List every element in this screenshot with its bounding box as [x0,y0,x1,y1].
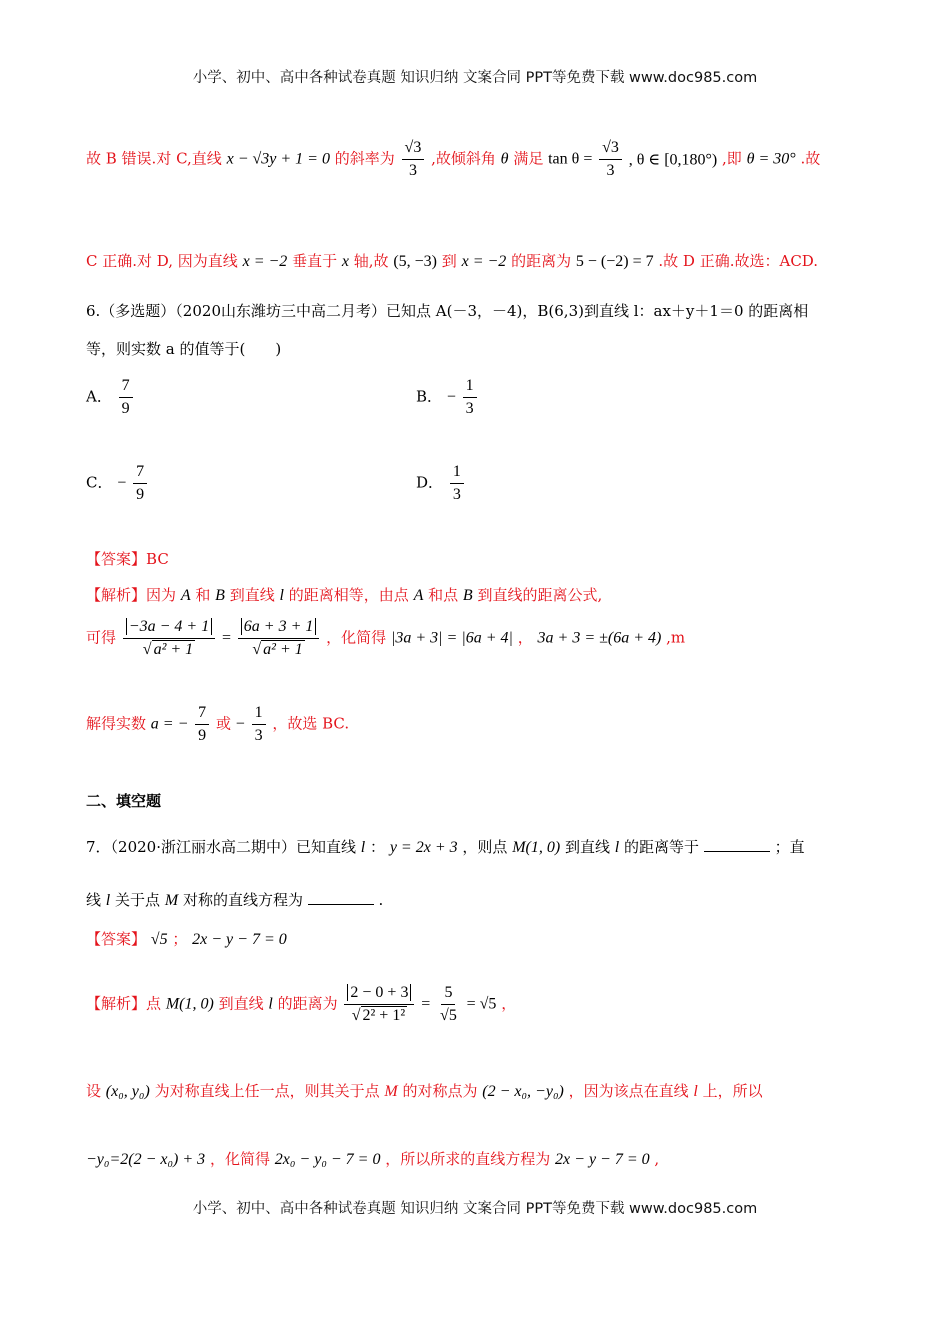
math-theta: θ [500,150,509,168]
math-point: (5, −3) [393,253,438,270]
q7-analysis-line-2 [86,1080,763,1101]
text: 满足 [513,149,544,168]
math-a-eq: a = − [150,715,189,733]
math-var: A [180,587,191,604]
math-result: θ = 30° [746,150,796,168]
text: 点 [146,994,162,1013]
answer-value: √5 [150,931,168,948]
option-d [416,462,466,505]
text: ： [370,838,386,856]
answer-value: BC [146,550,169,568]
math-tan: tan θ = [548,150,593,168]
text: 上，所以 [702,1082,763,1100]
math-result: = √5 [466,995,497,1013]
option-label: C． [86,473,113,492]
math-sign: − [235,715,245,733]
numerator: 5 [441,983,455,1005]
prev-solution-line-1 [86,138,820,181]
text: ，故选 BC. [272,714,350,733]
math-eq: x = −2 [461,253,507,270]
q7-analysis-line-3 [86,1148,659,1169]
text: 因为 [146,586,177,604]
text: ,即 [722,149,742,168]
math-var: l [360,839,366,856]
option-label: B． [416,387,443,406]
q6-answer [86,548,169,569]
text: 解得实数 [86,714,147,733]
q7-answer [86,928,287,949]
numerator: 7 [133,462,147,484]
text: .故 [800,149,821,168]
option-fraction [119,376,133,419]
text: ，则点 [462,838,508,856]
text: ，化简得 [209,1150,270,1168]
denominator: 3 [606,162,615,179]
q6-analysis-line-2 [86,617,685,660]
denominator: a² + 1 [263,641,303,658]
text: 可得 [86,628,117,647]
math-point: (2 − x₀, −y₀) [482,1083,564,1100]
text: 和点 [428,586,459,604]
text: 和 [195,586,211,604]
math-var: l [693,1083,698,1100]
math-equals: = [421,995,431,1013]
option-label: D． [416,473,444,492]
text: . [378,891,384,909]
text: 或 [215,714,231,733]
text: ， [517,628,533,647]
answer-blank [704,837,770,852]
answer-tag: 【答案】 [86,930,147,948]
distance-fraction: $\frac{2 - 0 + 3}{\text{√ 2² + 1²}}$ [344,983,414,1026]
q6-stem-line-2: 等，则实数 a 的值等于( ) [86,340,282,358]
slope-fraction [402,138,425,181]
text: ,m [666,628,686,647]
distance-fraction-right: $\frac{6a + 3 + 1}{\text{√ a² + 1}}$ [238,617,320,660]
text: 为对称直线上任一点，则其关于点 [154,1082,380,1100]
denominator: 9 [198,727,207,744]
math-eq: −y₀=2(2 − x₀) + 3 [86,1151,206,1168]
numerator: 7 [119,376,133,398]
numerator: 2 − 0 + 3 [347,984,411,1001]
option-fraction [463,376,477,419]
math-var: B [215,587,225,604]
text: ，因为该点在直线 [568,1082,689,1100]
simplified-fraction [437,983,460,1026]
denominator: 9 [121,400,130,417]
text: .故 D 正确.故选：ACD. [658,252,819,270]
text: 到直线 [229,586,275,604]
denominator: 9 [136,486,145,503]
text: 的距离为 [511,252,572,270]
text: 的距离为 [277,994,338,1013]
answer-tag: 【答案】 [86,550,147,568]
text: C 正确.对 D, 因为直线 [86,252,238,270]
text: 轴,故 [353,252,389,270]
value-fraction [195,703,209,746]
option-c [86,462,149,505]
text: 7．（2020·浙江丽水高二期中）已知直线 [86,838,356,856]
text: 故 B 错误.对 C,直线 [86,149,222,168]
text: 到 [441,252,457,270]
math-var: l [279,587,284,604]
page-header: 小学、初中、高中各种试卷真题 知识归纳 文案合同 PPT等免费下载 www.doc985.com [192,70,758,86]
numerator: −3a − 4 + 1 [126,618,212,635]
numerator: √3 [402,138,425,160]
value-fraction [252,703,266,746]
answer-blank [308,890,374,905]
math-var: A [413,587,424,604]
numerator: 1 [463,376,477,398]
math-var: M [164,892,179,909]
text: 设 [86,1082,102,1100]
numerator: 1 [450,462,464,484]
option-sign: − [446,388,456,406]
tan-fraction [599,138,622,181]
distance-fraction-left: $\frac{-3a - 4 + 1}{\text{√ a² + 1}}$ [123,617,215,660]
q7-stem-line-2 [86,889,383,910]
numerator: √3 [599,138,622,160]
q7-stem-line-1 [86,836,805,857]
denominator: a² + 1 [153,641,194,658]
text: ，所以所求的直线方程为 [385,1150,551,1168]
math-simplified: |3a + 3| = |6a + 4| [390,629,513,647]
math-simplified: 3a + 3 = ±(6a + 4) [537,629,662,647]
option-b [416,376,479,419]
numerator: 6a + 3 + 1 [241,618,317,635]
answer-value: 2x − y − 7 = 0 [192,931,287,948]
math-x: x [341,253,349,270]
option-a [86,376,135,419]
text: 的对称点为 [402,1082,478,1100]
math-eq: 2x − y − 7 = 0 [555,1151,650,1168]
denominator: 3 [408,162,417,179]
math-var: B [462,587,473,604]
text: , [654,1150,660,1168]
option-sign: − [117,474,127,492]
math-eq: 2x₀ − y₀ − 7 = 0 [274,1151,381,1168]
math-range: , θ ∈ [0,180°) [628,151,718,169]
text: 的距离等于 [623,838,699,856]
analysis-tag: 【解析】 [86,994,147,1013]
text: ，化简得 [326,628,387,647]
denominator: √5 [440,1007,457,1024]
text: 线 [86,891,102,909]
text: 关于点 [115,891,161,909]
math-var: l [105,892,111,909]
text: 垂直于 [292,252,338,270]
math-point: M(1, 0) [165,995,214,1013]
text: 到直线 [218,994,264,1013]
denominator: 3 [465,400,474,417]
denominator: 3 [452,486,461,503]
denominator: 2² + 1² [362,1007,406,1024]
numerator: 7 [195,703,209,725]
page-footer: 小学、初中、高中各种试卷真题 知识归纳 文案合同 PPT等免费下载 www.doc985.com [192,1201,758,1217]
math-var: l [268,995,273,1013]
math-point: (x₀, y₀) [105,1083,150,1100]
q6-analysis-line-1 [86,584,602,605]
option-label: A． [86,387,112,406]
text: 对称的直线方程为 [182,891,303,909]
text: 到直线的距离公式, [477,586,603,604]
math-eq: x = −2 [242,253,288,270]
q6-analysis-line-3 [86,703,349,746]
math-point: M(1, 0) [512,839,561,856]
math-line-equation: x − √3y + 1 = 0 [226,150,330,168]
text: ；直 [774,838,805,856]
math-calc: 5 − (−2) = 7 [575,253,654,270]
q7-analysis-line-1 [86,983,516,1026]
prev-solution-line-2 [86,250,818,271]
numerator: 1 [252,703,266,725]
math-var: M [384,1083,398,1100]
text: 的斜率为 [334,149,395,168]
analysis-tag: 【解析】 [86,586,147,604]
section-title: 二、填空题 [86,792,162,810]
math-equals: = [221,629,231,647]
text: ,故倾斜角 [431,149,496,168]
separator: ； [172,930,188,948]
denominator: 3 [254,727,263,744]
math-eq: y = 2x + 3 [389,839,458,856]
option-fraction [450,462,464,505]
option-fraction [133,462,147,505]
math-var: l [614,839,620,856]
text: 到直线 [564,838,610,856]
text: 的距离相等，由点 [288,586,409,604]
text: ， [501,994,517,1013]
q6-stem-line-1: 6.（多选题）（2020山东潍坊三中高二月考）已知点 A(－3，－4)，B(6,3)到直线 l：ax＋y＋1＝0 的距离相 [86,302,809,320]
